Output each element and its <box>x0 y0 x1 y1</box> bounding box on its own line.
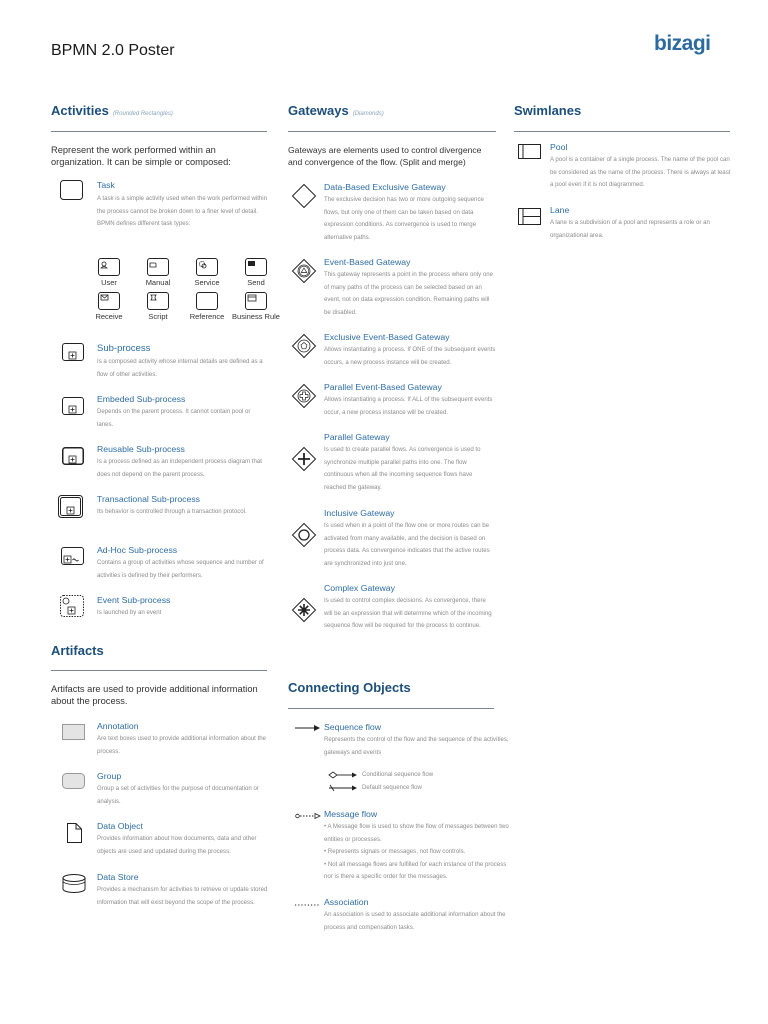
annotation-desc: Are text boxes used to provide additional information about the process. <box>97 735 267 755</box>
task-type-label: Script <box>148 312 168 321</box>
parallel-event-gateway-desc: Allows instantiating a process. If ALL of the subsequent events occur, a new process instance will be created. <box>324 396 493 416</box>
adhoc-subprocess-desc: Contains a group of activities whose sequence and number of activities is defined by their performers. <box>97 559 264 579</box>
page-title: BPMN 2.0 Poster <box>51 42 175 59</box>
event-subprocess-icon <box>60 595 84 617</box>
activities-intro: Represent the work performed within an organization. It can be simple or composed: <box>51 145 231 167</box>
message-flow-title: Message flow <box>324 809 378 819</box>
script-task-icon <box>147 292 169 310</box>
exclusive-event-gateway-desc: Allows instantiating a process. If ONE of the subsequent events occurs, a new process instance will be created. <box>324 346 496 366</box>
inclusive-gateway-title: Inclusive Gateway <box>324 508 395 518</box>
data-store-desc: Provides a mechanism for activities to retrieve or update stored information that will exist beyond the scope of the process. <box>97 886 268 906</box>
manual-task-icon <box>147 258 169 276</box>
connecting-objects-heading: Connecting Objects <box>288 680 411 695</box>
artifacts-divider <box>51 670 267 671</box>
transactional-subprocess-title: Transactional Sub-process <box>97 494 201 504</box>
message-flow-bullet: • Represents signals or messages, not flow controls. <box>324 848 466 856</box>
event-subprocess-desc: Is launched by an event <box>97 609 162 616</box>
task-type-label: Send <box>247 278 265 287</box>
data-store-title: Data Store <box>97 872 139 882</box>
gateways-divider <box>288 131 496 132</box>
sequence-flow-desc: Represents the control of the flow and the sequence of the activities, gateways and events <box>324 736 509 756</box>
task-type-label: Manual <box>145 278 171 287</box>
message-flow-bullet: • Not all message flows are fulfilled for each instance of the process nor is there a specific order for the messages. <box>324 860 507 881</box>
parallel-gateway-desc: Is used to create parallel flows. As convergence is used to synchronize multiple parallel paths into one. The flow continuous when all the incoming sequence flows have reached the gateway. <box>324 446 481 491</box>
data-object-desc: Provides information about how documents, data and other objects are used and updated during the process. <box>97 835 257 855</box>
receive-task-icon <box>98 292 120 310</box>
parallel-gateway-title: Parallel Gateway <box>324 432 390 442</box>
subprocess-desc: Is a composed activity whose internal details are defined as a flow of other activities. <box>97 358 263 378</box>
annotation-icon <box>62 724 86 741</box>
pool-title: Pool <box>550 142 568 152</box>
service-task-icon <box>196 258 218 276</box>
lane-icon <box>518 208 542 226</box>
group-desc: Group a set of activities for the purpose of documentation or analysis. <box>97 785 259 805</box>
gateways-heading: Gateways (Diamonds) <box>288 103 384 118</box>
task-title: Task <box>97 180 115 190</box>
exclusive-gateway-title: Data-Based Exclusive Gateway <box>324 182 446 192</box>
inclusive-gateway-icon <box>292 523 316 547</box>
group-icon <box>62 773 86 790</box>
task-type-label: Receive <box>95 312 123 321</box>
inclusive-gateway-desc: Is used when in a point of the flow one or more routes can be activated from many available, and the decision is based on process data. As convergence indicates that the active routes are synchronized into just one. <box>324 522 490 567</box>
event-subprocess-title: Event Sub-process <box>97 595 171 605</box>
exclusive-gateway-icon <box>292 184 316 208</box>
event-based-gateway-desc: This gateway represents a point in the process where only one of many paths of the process can be selected based on an event, not on data expression condition. Remaining paths will be disabled. <box>324 271 494 316</box>
exclusive-event-gateway-title: Exclusive Event-Based Gateway <box>324 332 450 342</box>
reusable-subprocess-icon <box>62 447 84 465</box>
reusable-subprocess-desc: Is a process defined as an independent process diagram that does not depend on the parent process. <box>97 458 262 478</box>
conditional-flow-label: Conditional sequence flow <box>362 771 434 778</box>
task-desc: A task is a simple activity used when the work performed within the process cannot be broken down to a finer level of detail. BPMN defines different task types: <box>97 195 268 228</box>
pool-desc: A pool is a container of a single process. The name of the pool can be considered as the name of the process. There is always at least a pool even if it is not diagrammed. <box>550 156 731 189</box>
bizagi-logo: bizagi <box>654 32 711 55</box>
association-line <box>295 902 321 908</box>
reference-task-icon <box>196 292 218 310</box>
swimlanes-heading: Swimlanes <box>514 103 582 118</box>
sequence-flow-title: Sequence flow <box>324 722 381 732</box>
event-based-gateway-icon <box>292 259 316 283</box>
embedded-subprocess-desc: Depends on the parent process. It cannot contain pool or lanes. <box>97 408 251 428</box>
subprocess-title: Sub-process <box>97 343 151 354</box>
complex-gateway-icon <box>292 598 316 622</box>
adhoc-subprocess-title: Ad-Hoc Sub-process <box>97 545 178 555</box>
gateways-intro: Gateways are elements used to control divergence and convergence of the flow. (Split and merge) <box>288 145 482 167</box>
annotation-title: Annotation <box>97 721 139 731</box>
conditional-flow-arrow <box>328 770 358 780</box>
lane-desc: A lane is a subdivision of a pool and represents a role or an organizational area. <box>550 219 710 239</box>
task-type-label: Business Rule <box>232 312 280 321</box>
user-task-icon <box>98 258 120 276</box>
business-rule-task-icon <box>245 292 267 310</box>
association-title: Association <box>324 897 369 907</box>
swimlanes-divider <box>514 131 730 132</box>
artifacts-heading: Artifacts <box>51 643 104 658</box>
exclusive-gateway-desc: The exclusive decision has two or more outgoing sequence flows, but only one of them can be taken based on data expression conditions. As convergence is used to merge alternative paths. <box>324 196 484 241</box>
complex-gateway-desc: Is used to control complex decisions. As convergence, there will be an expression that will determine which of the incoming sequence flow will be required for the process to continue. <box>324 597 492 630</box>
data-object-icon <box>67 823 83 843</box>
sequence-flow-arrow <box>295 724 321 732</box>
message-flow-desc <box>324 821 514 884</box>
adhoc-subprocess-icon <box>61 547 84 565</box>
embedded-subprocess-title: Embeded Sub-process <box>97 394 186 404</box>
subprocess-icon <box>62 343 84 361</box>
parallel-gateway-icon <box>292 447 316 471</box>
complex-gateway-title: Complex Gateway <box>324 583 395 593</box>
transactional-subprocess-desc: Its behavior is controlled through a transaction protocol. <box>97 508 247 515</box>
association-desc: An association is used to associate additional information about the process and compensation tasks. <box>324 911 506 931</box>
embedded-subprocess-icon <box>62 397 84 415</box>
data-store-icon <box>62 874 86 894</box>
connecting-divider <box>288 708 494 709</box>
event-based-gateway-title: Event-Based Gateway <box>324 257 411 267</box>
reusable-subprocess-title: Reusable Sub-process <box>97 444 185 454</box>
send-task-icon <box>245 258 267 276</box>
task-type-label: Reference <box>189 312 225 321</box>
pool-icon <box>518 144 542 160</box>
transactional-subprocess-icon <box>58 495 84 519</box>
exclusive-event-gateway-icon <box>292 334 316 358</box>
task-type-label: Service <box>194 278 220 287</box>
data-object-title: Data Object <box>97 821 143 831</box>
message-flow-bullet: • A Message flow is used to show the flow of messages between two entities or processes. <box>324 823 509 843</box>
group-title: Group <box>97 771 122 781</box>
parallel-event-gateway-icon <box>292 384 316 408</box>
message-flow-arrow <box>295 811 321 821</box>
default-flow-arrow <box>328 783 358 793</box>
activities-divider <box>51 131 267 132</box>
task-types-grid <box>84 258 284 338</box>
default-flow-label: Default sequence flow <box>362 784 422 791</box>
task-icon <box>60 180 84 200</box>
lane-title: Lane <box>550 205 570 215</box>
activities-heading: Activities (Rounded Rectangles) <box>51 103 173 118</box>
parallel-event-gateway-title: Parallel Event-Based Gateway <box>324 382 442 392</box>
artifacts-intro: Artifacts are used to provide additional information about the process. <box>51 684 258 706</box>
task-type-label: User <box>101 278 117 287</box>
